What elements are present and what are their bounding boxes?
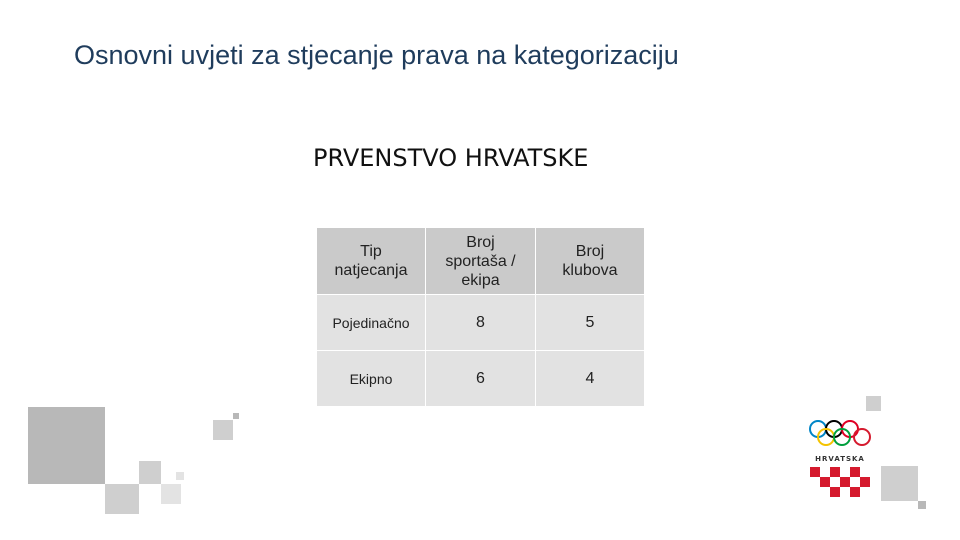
decorative-square	[28, 407, 105, 484]
table-cell: Ekipno	[317, 351, 426, 407]
slide-title: Osnovni uvjeti za stjecanje prava na kategorizaciju	[74, 40, 679, 70]
table-cell: 5	[536, 295, 645, 351]
table-cell: 8	[426, 295, 536, 351]
header-athletes-teams: Broj sportaša / ekipa	[426, 228, 536, 295]
decorative-square	[161, 484, 181, 504]
olympic-committee-logo	[806, 418, 874, 506]
checkerboard-icon	[806, 467, 874, 501]
slide-subtitle: PRVENSTVO HRVATSKE	[313, 144, 589, 172]
table-cell: 6	[426, 351, 536, 407]
decorative-square	[881, 466, 918, 501]
categorization-table	[316, 227, 645, 407]
header-clubs: Broj klubova	[536, 228, 645, 295]
table-cell: 4	[536, 351, 645, 407]
table-header-row	[317, 228, 645, 295]
table-row	[317, 351, 645, 407]
decorative-square	[105, 484, 139, 514]
decorative-square	[918, 501, 926, 509]
table-row	[317, 295, 645, 351]
decorative-square	[139, 461, 161, 484]
decorative-square	[213, 420, 233, 440]
logo-text: HRVATSKA	[815, 455, 865, 463]
decorative-square	[233, 413, 239, 419]
olympic-rings-icon	[806, 418, 874, 448]
decorative-square	[866, 396, 881, 411]
table-cell: Pojedinačno	[317, 295, 426, 351]
decorative-square	[176, 472, 184, 480]
header-competition-type: Tip natjecanja	[317, 228, 426, 295]
